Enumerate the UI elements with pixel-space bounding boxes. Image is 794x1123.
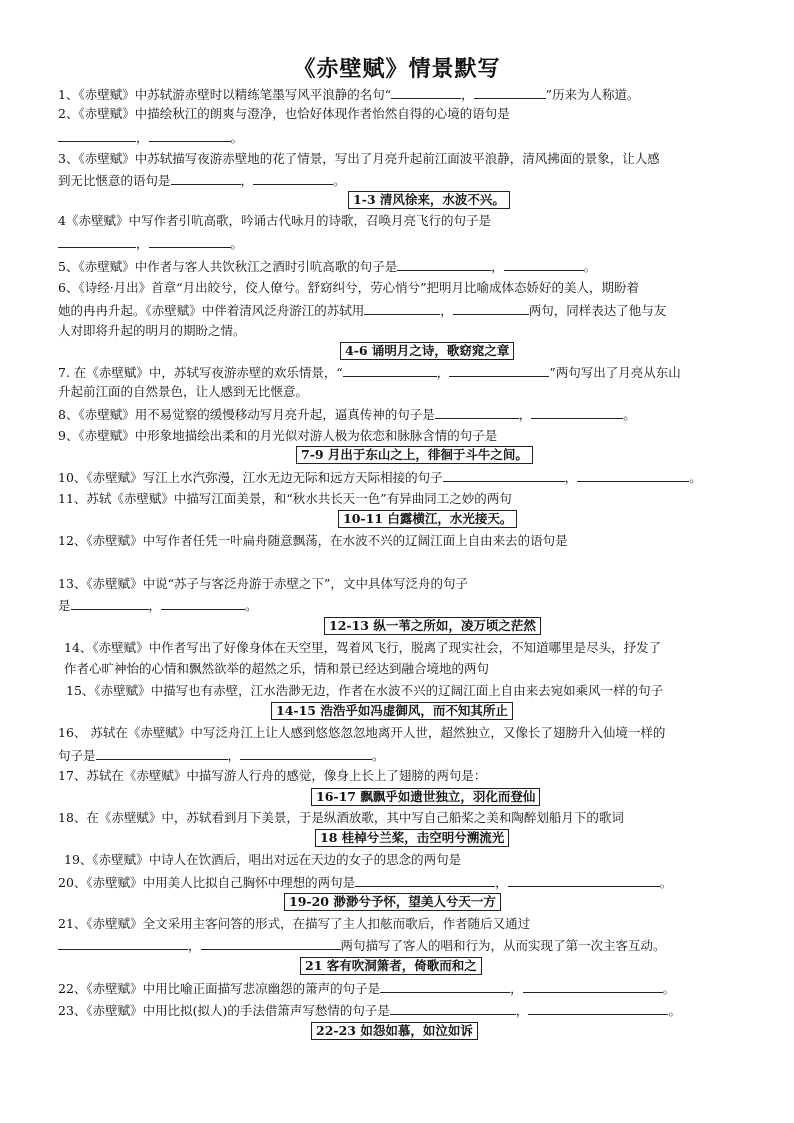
- blank[interactable]: [577, 469, 689, 482]
- question-8: 8、《赤壁赋》用不易觉察的缓慢移动写月亮升起，逼真传神的句子是 ， 。: [58, 407, 636, 422]
- answer-box: 10-11 白露横江，水光接天。: [338, 510, 517, 528]
- question-5: 5、《赤壁赋》中作者与客人共饮秋江之酒时引吭高歌的句子是 ， 。: [58, 259, 597, 274]
- blank[interactable]: [391, 86, 461, 99]
- question-14: 14、《赤壁赋》中作者写出了好像身体在天空里，驾着风飞行，脱离了现实社会，不知道哪里是尽头，抒发了: [64, 640, 662, 655]
- question-9: 9、《赤壁赋》中形象地描绘出柔和的月光似对游人极为依恋和脉脉含情的句子是: [58, 428, 498, 443]
- question-13-cont: 是 ， 。: [58, 598, 258, 613]
- question-15: 15、《赤壁赋》中描写也有赤壁，江水浩渺无边，作者在水波不兴的辽阔江面上自由来去宛如乘风一样的句子: [66, 683, 664, 698]
- blank[interactable]: [364, 302, 440, 315]
- question-6-cont: 她的冉冉升起。《赤壁赋》中伴着清风泛舟游江的苏轼用 ， 两句，同样表达了他与友: [58, 303, 667, 318]
- question-23: 23、《赤壁赋》中用比拟(拟人)的手法借箫声写愁情的句子是 ， 。: [58, 1003, 681, 1018]
- answer-line: ， 。: [58, 129, 243, 146]
- answer-box: 19-20 渺渺兮予怀，望美人兮天一方: [284, 893, 501, 911]
- question-1: 1、《赤壁赋》中苏轼游赤壁时以精练笔墨写风平浪静的名句“ ， ”历来为人称道。: [58, 87, 640, 102]
- answer-box: 7-9 月出于东山之上，徘徊于斗牛之间。: [296, 446, 533, 464]
- question-13: 13、《赤壁赋》中说“苏子与客泛舟游于赤壁之下”，文中具体写泛舟的句子: [58, 576, 468, 591]
- question-7-cont: 升起前江面的自然景色，让人感到无比惬意。: [58, 384, 309, 399]
- question-12: 12、《赤壁赋》中写作者任凭一叶扁舟随意飘荡，在水波不兴的辽阔江面上自由来去的语句是: [58, 533, 568, 548]
- blank[interactable]: [531, 406, 623, 419]
- blank[interactable]: [435, 406, 519, 419]
- blank[interactable]: [201, 937, 341, 950]
- question-2: 2、《赤壁赋》中描绘秋江的朗爽与澄净，也恰好体现作者怡然自得的心境的语句是: [58, 106, 510, 121]
- blank[interactable]: [474, 86, 546, 99]
- answer-box: 12-13 纵一苇之所如，凌万顷之茫然: [324, 617, 541, 635]
- blank[interactable]: [523, 980, 663, 993]
- blank[interactable]: [528, 1002, 668, 1015]
- question-20: 20、《赤壁赋》中用美人比拟自己胸怀中理想的两句是 ， 。: [58, 875, 673, 890]
- answer-box: 1-3 清风徐来，水波不兴。: [348, 191, 510, 209]
- blank[interactable]: [390, 1002, 516, 1015]
- question-21: 21、《赤壁赋》全文采用主客问答的形式，在描写了主人扣舷而歌后，作者随后又通过: [58, 916, 531, 931]
- question-3-cont: 到无比惬意的语句是 ， 。: [58, 173, 346, 188]
- page-title: 《赤壁赋》情景默写: [293, 56, 501, 82]
- blank[interactable]: [58, 235, 136, 248]
- blank[interactable]: [71, 597, 149, 610]
- question-3: 3、《赤壁赋》中苏轼描写夜游赤壁地的花了情景，写出了月亮升起前江面波平浪静，清风拂面的景象，让人感: [58, 151, 660, 166]
- answer-box: 4-6 诵明月之诗，歌窈窕之章: [340, 342, 514, 360]
- blank[interactable]: [253, 172, 333, 185]
- blank[interactable]: [504, 258, 584, 271]
- blank[interactable]: [149, 129, 231, 142]
- question-6: 6、《诗经·月出》首章“月出皎兮，佼人僚兮。舒窈纠兮，劳心悄兮”把明月比喻成体态娇好的美人，期盼着: [58, 280, 639, 295]
- question-16-cont: 句子是 ， 。: [58, 748, 385, 763]
- blank[interactable]: [380, 980, 510, 993]
- blank[interactable]: [443, 469, 565, 482]
- blank[interactable]: [171, 172, 241, 185]
- question-11: 11、苏轼《赤壁赋》中描写江面美景，和“秋水共长天一色”有异曲同工之妙的两句: [58, 491, 512, 506]
- blank[interactable]: [508, 874, 660, 887]
- question-10: 10、《赤壁赋》写江上水汽弥漫，江水无边无际和远方天际相接的句子 ， 。: [58, 470, 702, 485]
- question-7: 7. 在《赤壁赋》中，苏轼写夜游赤壁的欢乐情景，“ ， ”两句写出了月亮从东山: [58, 365, 681, 380]
- answer-box: 21 客有吹洞箫者，倚歌而和之: [300, 957, 482, 975]
- blank[interactable]: [355, 874, 495, 887]
- question-19: 19、《赤壁赋》中诗人在饮酒后，唱出对远在天边的女子的思念的两句是: [64, 852, 462, 867]
- answer-line: ， 。: [58, 235, 243, 252]
- question-18: 18、在《赤壁赋》中，苏轼看到月下美景，于是纵酒放歌，其中写自己船桨之美和陶醉划船月下的歌词: [58, 810, 624, 825]
- question-4: 4《赤壁赋》中写作者引吭高歌，吟诵古代咏月的诗歌，召唤月亮飞行的句子是: [58, 213, 491, 228]
- blank[interactable]: [96, 747, 228, 760]
- blank[interactable]: [453, 302, 529, 315]
- blank[interactable]: [397, 258, 491, 271]
- question-17: 17、苏轼在《赤壁赋》中描写游人行舟的感觉，像身上长上了翅膀的两句是：: [58, 768, 487, 783]
- question-6-end: 人对即将升起的明月的期盼之情。: [58, 323, 246, 338]
- blank[interactable]: [240, 747, 372, 760]
- blank[interactable]: [149, 235, 231, 248]
- question-21-cont: ， 两句描写了客人的唱和行为，从而实现了第一次主客互动。: [58, 937, 666, 954]
- blank[interactable]: [343, 364, 437, 377]
- question-22: 22、《赤壁赋》中用比喻正面描写悲凉幽怨的箫声的句子是 ， 。: [58, 981, 676, 996]
- question-16: 16、 苏轼在《赤壁赋》中写泛舟江上让人感到悠悠忽忽地离开人世，超然独立，又像长了翅膀升入仙境一样的: [58, 725, 666, 740]
- answer-box: 22-23 如怨如慕，如泣如诉: [311, 1022, 478, 1040]
- blank[interactable]: [449, 364, 549, 377]
- answer-box: 16-17 飘飘乎如遗世独立，羽化而登仙: [311, 788, 540, 806]
- blank[interactable]: [161, 597, 245, 610]
- blank[interactable]: [58, 129, 136, 142]
- answer-box: 18 桂棹兮兰桨，击空明兮溯流光: [315, 829, 509, 847]
- answer-box: 14-15 浩浩乎如冯虚御风，而不知其所止: [271, 702, 513, 720]
- blank[interactable]: [58, 937, 188, 950]
- question-14-cont: 作者心旷神怡的心情和飘然欲举的超然之乐，情和景已经达到融合境地的两句: [64, 661, 490, 676]
